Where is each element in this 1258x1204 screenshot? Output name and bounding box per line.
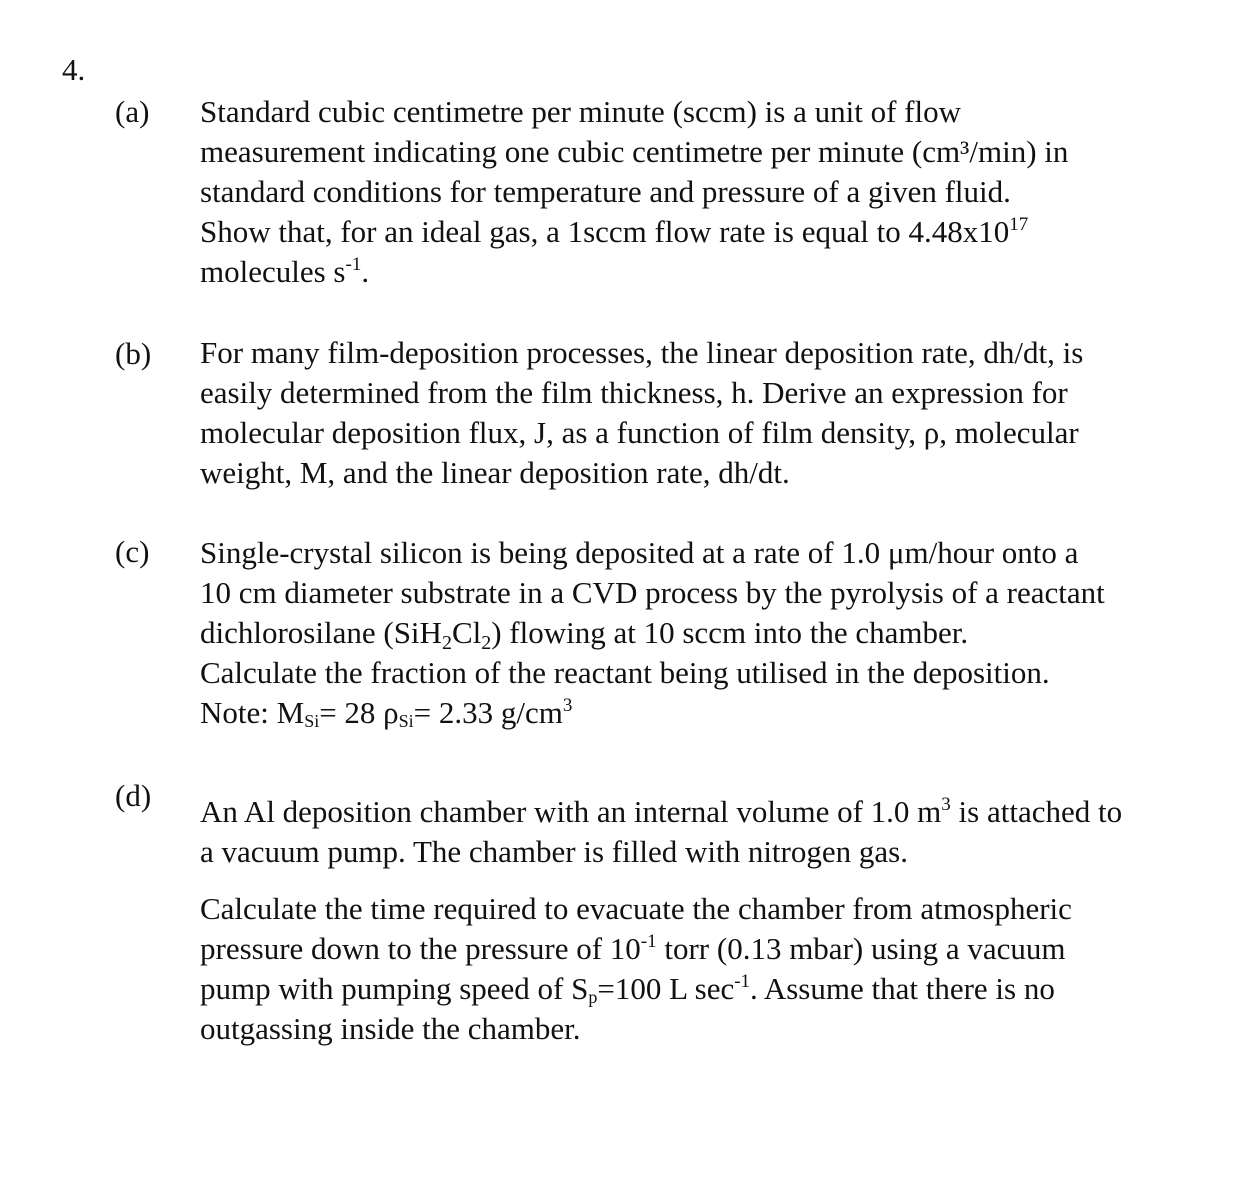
- part-b-label: (b): [115, 336, 152, 371]
- part-b-line: easily determined from the film thickness, h. Derive an expression for: [200, 375, 1068, 410]
- part-d-line: outgassing inside the chamber.: [200, 1011, 581, 1046]
- part-d-p2-line2-end: torr (0.13 mbar) using a vacuum: [656, 931, 1066, 966]
- part-a-line: Standard cubic centimetre per minute (sccm) is a unit of flow: [200, 94, 961, 129]
- part-c-label: (c): [115, 534, 150, 569]
- part-d-p2-line3-end: . Assume that there is no: [750, 971, 1055, 1006]
- part-d-p1-line1-text: An Al deposition chamber with an internal volume of 1.0 m: [200, 794, 942, 829]
- exponent: 3: [941, 794, 951, 815]
- part-b-line: For many film-deposition processes, the linear deposition rate, dh/dt, is: [200, 335, 1084, 370]
- part-d-p2-line3-text: pump with pumping speed of S: [200, 971, 589, 1006]
- part-d-paragraph-2: [200, 889, 1245, 1049]
- part-b-line: molecular deposition flux, J, as a function of film density, ρ, molecular: [200, 415, 1079, 450]
- part-a-line5-end: .: [361, 254, 370, 289]
- part-c-note: [200, 693, 1245, 733]
- note-text: Note: M: [200, 695, 305, 730]
- part-c-line3-mid: Cl: [451, 615, 482, 650]
- part-a-line: [200, 252, 1245, 292]
- exponent: -1: [734, 971, 751, 992]
- part-c-text: [200, 533, 1245, 733]
- part-c-line: Single-crystal silicon is being deposited at a rate of 1.0 μm/hour onto a: [200, 535, 1079, 570]
- question-number: 4.: [62, 52, 86, 87]
- part-c-line3-end: ) flowing at 10 sccm into the chamber.: [491, 615, 969, 650]
- part-d-label: (d): [115, 778, 152, 813]
- part-d-line: a vacuum pump. The chamber is filled with nitrogen gas.: [200, 834, 908, 869]
- note-end: = 2.33 g/cm: [413, 695, 563, 730]
- subscript: 2: [481, 632, 492, 654]
- exponent: 3: [562, 695, 573, 716]
- part-a-text: [200, 92, 1245, 292]
- part-a-line4-text: Show that, for an ideal gas, a 1sccm flow rate is equal to 4.48x10: [200, 214, 1010, 249]
- part-d-p2-line2-text: pressure down to the pressure of 10: [200, 931, 641, 966]
- part-c-line: [200, 613, 1245, 653]
- part-c-line: Calculate the fraction of the reactant being utilised in the deposition.: [200, 655, 1050, 690]
- part-d-p1-line1-end: is attached to: [950, 794, 1123, 829]
- part-a-line: [200, 212, 1245, 252]
- part-d-line: [200, 969, 1245, 1009]
- part-a-line: measurement indicating one cubic centimetre per minute (cm³/min) in: [200, 134, 1069, 169]
- part-c-line: 10 cm diameter substrate in a CVD process by the pyrolysis of a reactant: [200, 575, 1105, 610]
- part-d-p2-line3-mid: =100 L sec: [597, 971, 735, 1006]
- part-b-line: weight, M, and the linear deposition rate, dh/dt.: [200, 455, 790, 490]
- part-d-line: [200, 792, 1245, 832]
- part-c-line3-text: dichlorosilane (SiH: [200, 615, 442, 650]
- part-d-paragraph-1: [200, 792, 1245, 872]
- note-mid: = 28 ρ: [319, 695, 399, 730]
- part-a-line5-text: molecules s: [200, 254, 346, 289]
- exponent: -1: [640, 931, 657, 952]
- subscript: Si: [398, 711, 414, 731]
- subscript: Si: [304, 711, 320, 731]
- subscript: p: [588, 987, 598, 1007]
- exponent: -1: [345, 254, 362, 275]
- exponent: 17: [1009, 214, 1029, 235]
- subscript: 2: [441, 632, 452, 654]
- part-a-label: (a): [115, 94, 150, 129]
- part-d-line: [200, 929, 1245, 969]
- part-b-text: [200, 333, 1245, 493]
- part-a-line: standard conditions for temperature and pressure of a given fluid.: [200, 174, 1011, 209]
- part-d-line: Calculate the time required to evacuate the chamber from atmospheric: [200, 891, 1072, 926]
